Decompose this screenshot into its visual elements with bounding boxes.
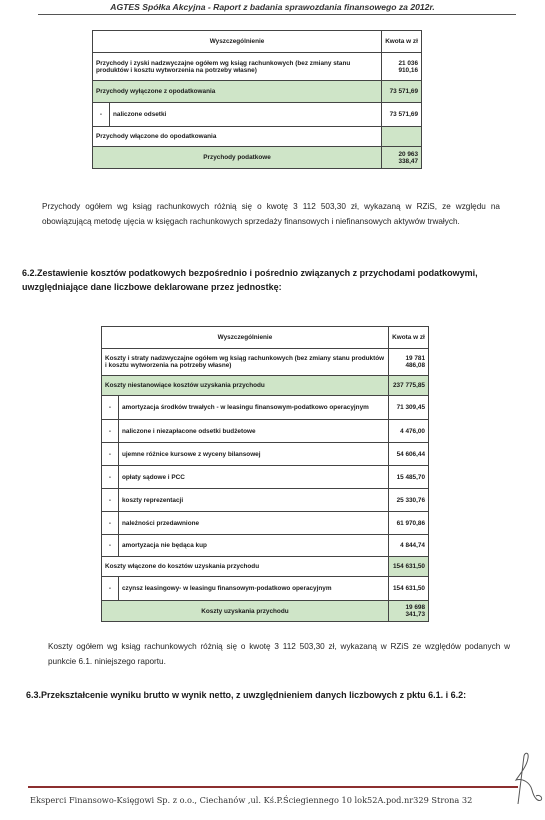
row-amount: 54 606,44 <box>388 443 428 466</box>
row-label: Przychody i zyski nadzwyczajne ogółem wg ksiąg rachunkowych (bez zmiany stanu produktów i kosztu wytworzenia na potrzeby własne) <box>93 53 382 81</box>
row-amount: 19 781 486,08 <box>388 349 428 376</box>
header-divider <box>38 14 516 15</box>
row-dash: - <box>102 396 119 420</box>
row-label: ujemne różnice kursowe z wyceny bilansowej <box>119 443 389 466</box>
row-label: Przychody włączone do opodatkowania <box>93 127 382 147</box>
row-dash: - <box>102 466 119 489</box>
paragraph-revenue-difference: Przychody ogółem wg ksiąg rachunkowych różnią się o kwotę 3 112 503,30 zł, wykazaną w RZiS, ze względu na obowiązującą metodę ujęcia w księgach rachunkowych sprzedaży finansowych i niefinansowych aktywów trwałych. <box>42 202 500 226</box>
row-amount: 61 970,86 <box>388 512 428 535</box>
row-dash: - <box>102 443 119 466</box>
column-header-amount: Kwota w zł <box>388 327 428 349</box>
row-amount: 73 571,69 <box>382 81 422 103</box>
section-number: 6.3. <box>26 690 42 700</box>
table-row <box>102 577 429 601</box>
row-dash: - <box>102 420 119 443</box>
row-label: amortyzacja nie będąca kup <box>119 535 389 557</box>
table-row <box>102 489 429 512</box>
row-label: naliczone i niezapłacone odsetki budżetowe <box>119 420 389 443</box>
row-amount: 20 963 338,47 <box>382 147 422 169</box>
row-amount: 21 036 910,16 <box>382 53 422 81</box>
row-dash: - <box>102 512 119 535</box>
table-row <box>93 53 422 81</box>
table-row <box>102 512 429 535</box>
row-label: opłaty sądowe i PCC <box>119 466 389 489</box>
table-header-row <box>93 31 422 53</box>
row-amount: 237 775,85 <box>388 376 428 396</box>
row-amount: 25 330,76 <box>388 489 428 512</box>
row-label: koszty reprezentacji <box>119 489 389 512</box>
table-row <box>102 376 429 396</box>
row-amount: 71 309,45 <box>388 396 428 420</box>
table-row <box>93 127 422 147</box>
table-row <box>102 396 429 420</box>
signature-mark <box>510 748 544 810</box>
table-row <box>102 420 429 443</box>
row-dash: - <box>102 535 119 557</box>
row-label: Przychody podatkowe <box>93 147 382 169</box>
table-row <box>102 466 429 489</box>
row-dash: - <box>102 489 119 512</box>
row-dash: - <box>93 103 110 127</box>
row-label: Koszty uzyskania przychodu <box>102 601 389 622</box>
table-row <box>93 81 422 103</box>
section-number: 6.2. <box>22 268 38 278</box>
page-header: AGTES Spółka Akcyjna - Raport z badania sprawozdania finansowego za 2012r. <box>110 2 435 12</box>
table-row <box>93 103 422 127</box>
row-label: czynsz leasingowy- w leasingu finansowym-podatkowo operacyjnym <box>119 577 389 601</box>
row-label: Przychody wyłączone z opodatkowania <box>93 81 382 103</box>
row-amount: 154 631,50 <box>388 577 428 601</box>
table-row <box>102 557 429 577</box>
footer-divider <box>28 786 518 788</box>
table-row-total <box>93 147 422 169</box>
table-header-row <box>102 327 429 349</box>
table-row <box>102 349 429 376</box>
row-amount: 73 571,69 <box>382 103 422 127</box>
row-label: Koszty i straty nadzwyczajne ogółem wg ksiąg rachunkowych (bez zmiany stanu produktów i kosztu wytworzenia na potrzeby własne) <box>102 349 389 376</box>
section-title: Przekształcenie wyniku brutto w wynik netto, z uwzględnieniem danych liczbowych z pktu 6.1. i 6.2: <box>41 690 467 700</box>
section-title: Zestawienie kosztów podatkowych bezpośrednio i pośrednio związanych z przychodami podatkowymi, uwzględniające dane liczbowe deklarowane przez jednostkę: <box>22 268 478 292</box>
page-footer: Eksperci Finansowo-Księgowi Sp. z o.o., Ciechanów ,ul. Kś.P.Ściegiennego 10 lok52A.pod.nr329 Strona 32 <box>30 795 473 805</box>
row-dash: - <box>102 577 119 601</box>
section-heading-6-2 <box>22 266 512 294</box>
row-amount <box>382 127 422 147</box>
costs-table <box>101 326 429 622</box>
row-amount: 154 631,50 <box>388 557 428 577</box>
row-amount: 15 485,70 <box>388 466 428 489</box>
row-label: należności przedawnione <box>119 512 389 535</box>
revenue-table <box>92 30 422 169</box>
section-heading-6-3 <box>26 688 512 702</box>
row-label: amortyzacja środków trwałych - w leasingu finansowym-podatkowo operacyjnym <box>119 396 389 420</box>
row-amount: 4 844,74 <box>388 535 428 557</box>
table-row <box>102 443 429 466</box>
row-label: naliczone odsetki <box>110 103 382 127</box>
paragraph-costs-difference: Koszty ogółem wg ksiąg rachunkowych różnią się o kwotę 3 112 503,30 zł, wykazaną w RZiS ze względów podanych w punkcie 6.1. niniejszego raportu. <box>48 642 510 666</box>
row-amount: 19 698 341,73 <box>388 601 428 622</box>
table-row <box>102 535 429 557</box>
column-header-item: Wyszczególnienie <box>93 31 382 53</box>
row-label: Koszty niestanowiące kosztów uzyskania przychodu <box>102 376 389 396</box>
row-amount: 4 476,00 <box>388 420 428 443</box>
column-header-amount: Kwota w zł <box>382 31 422 53</box>
row-label: Koszty włączone do kosztów uzyskania przychodu <box>102 557 389 577</box>
column-header-item: Wyszczególnienie <box>102 327 389 349</box>
table-row-total <box>102 601 429 622</box>
